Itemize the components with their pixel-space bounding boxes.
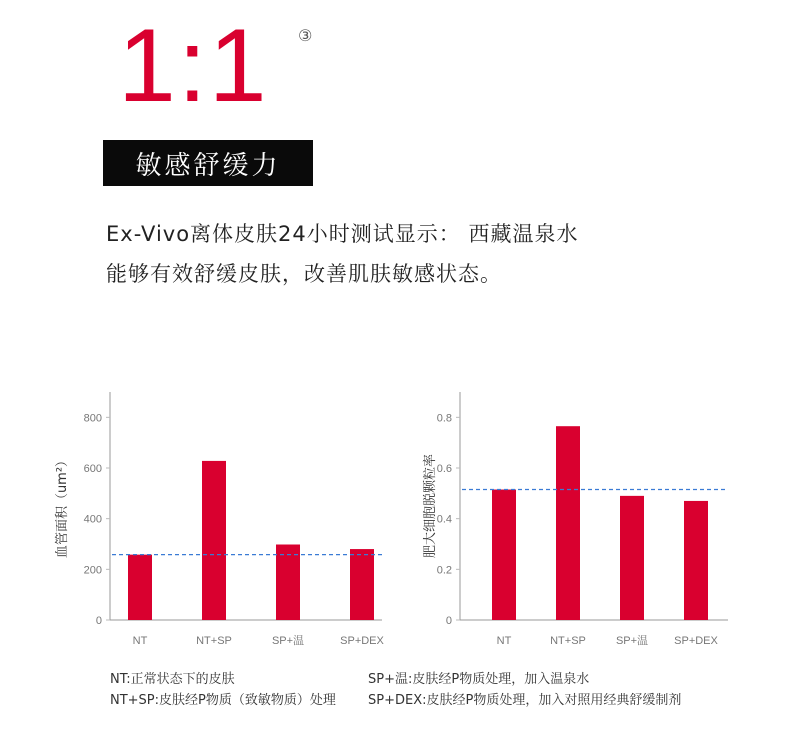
- bar: [202, 461, 226, 620]
- y-tick-label: 0.8: [436, 412, 452, 425]
- bar: [492, 490, 516, 620]
- legend-left: [110, 669, 336, 711]
- y-tick-label: 800: [83, 412, 102, 425]
- y-tick-label: 200: [83, 564, 102, 577]
- section-badge: 敏感舒缓力: [103, 140, 313, 186]
- x-tick-label: NT: [132, 635, 148, 647]
- bar: [276, 545, 300, 620]
- vessel-area-chart: [52, 380, 397, 660]
- bar: [556, 426, 580, 620]
- x-tick-label: NT+SP: [550, 635, 586, 647]
- y-tick-label: 0.2: [436, 564, 452, 577]
- mast-cell-chart: [420, 380, 740, 660]
- y-tick-label: 0: [445, 615, 452, 627]
- bar: [620, 496, 644, 620]
- x-tick-label: SP+温: [271, 635, 305, 647]
- x-tick-label: SP+温: [615, 635, 649, 647]
- description-line-2: 能够有效舒缓皮肤，改善肌肤敏感状态。: [106, 262, 502, 286]
- x-tick-label: SP+DEX: [340, 635, 384, 647]
- y-tick-label: 0: [95, 615, 102, 627]
- y-axis-label: 血管面积（um²）: [55, 453, 70, 559]
- bar: [684, 501, 708, 620]
- x-tick-label: NT+SP: [196, 635, 232, 647]
- x-tick-label: NT: [496, 635, 512, 647]
- description-line-1: Ex-Vivo离体皮肤24小时测试显示： 西藏温泉水: [106, 222, 579, 246]
- legend-item: SP+温:皮肤经P物质处理，加入温泉水: [368, 672, 590, 687]
- legend-item: NT+SP:皮肤经P物质（致敏物质）处理: [110, 693, 336, 708]
- legend-item: SP+DEX:皮肤经P物质处理，加入对照用经典舒缓制剂: [368, 693, 682, 708]
- bar: [350, 549, 374, 620]
- y-tick-label: 400: [83, 513, 102, 526]
- y-tick-label: 0.4: [436, 513, 452, 526]
- legend-right: [368, 669, 681, 711]
- y-tick-label: 0.6: [436, 463, 452, 475]
- ratio-heading: 1:1: [118, 8, 269, 124]
- bar: [128, 555, 152, 620]
- reference-marker: ③: [298, 26, 313, 45]
- legend-item: NT:正常状态下的皮肤: [110, 672, 235, 687]
- x-tick-label: SP+DEX: [674, 635, 718, 647]
- y-axis-label: 肥大细胞脱颗粒率: [423, 453, 438, 559]
- y-tick-label: 600: [83, 463, 102, 475]
